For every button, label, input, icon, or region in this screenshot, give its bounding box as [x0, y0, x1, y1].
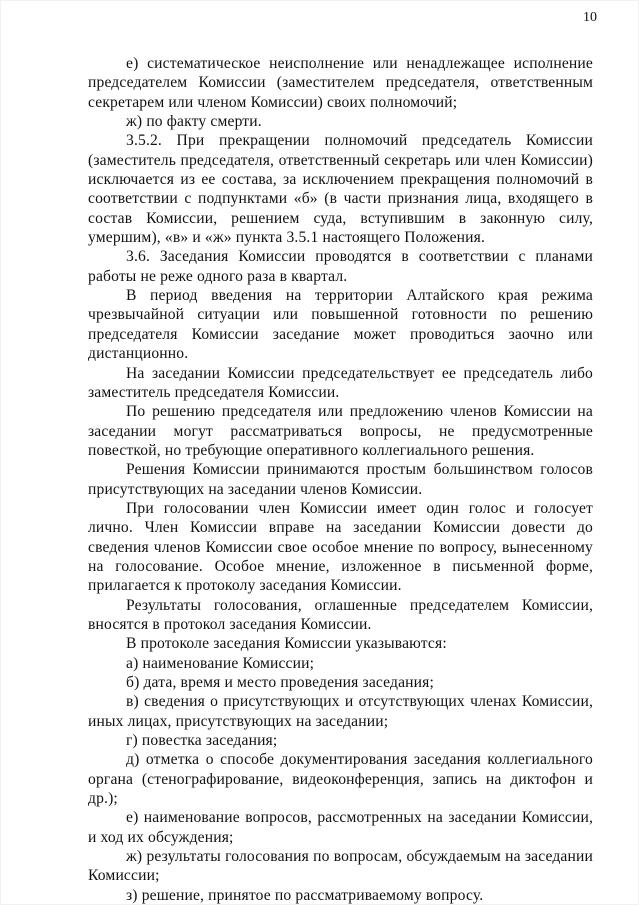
paragraph-protocol-intro: В протоколе заседания Комиссии указываются: [126, 635, 447, 653]
paragraph-item-zh-death: ж) по факту смерти. [126, 113, 262, 131]
paragraph-item-e-nonperformance: е) систематическое неисполнение или ненадлежащее исполнение председателем Комиссии (заместителем председателя, ответственным секретарем или членом Комиссии) своих полномочий; [88, 55, 593, 111]
paragraph-decisions: Решения Комиссии принимаются простым большинством голосов присутствующих на заседании членов Комиссии. [88, 461, 593, 498]
paragraph-voting-results: Результаты голосования, оглашенные председателем Комиссии, вносятся в протокол заседания Комиссии. [88, 596, 593, 633]
list-item-zh: ж) результаты голосования по вопросам, обсуждаемым на заседании Комиссии; [88, 848, 593, 885]
list-item-g: г) повестка заседания; [126, 732, 278, 750]
list-item-e: е) наименование вопросов, рассмотренных на заседании Комиссии, и ход их обсуждения; [88, 809, 593, 846]
document-body [88, 54, 593, 905]
list-item-d: д) отметка о способе документирования заседания коллегиального органа (стенографирование, видеоконференция, запись на диктофон и др.); [88, 751, 593, 808]
list-item-z: з) решение, принятое по рассматриваемому вопросу. [126, 886, 484, 904]
paragraph-extra-questions: По решению председателя или предложению членов Комиссии на заседании могут рассматриваться вопросы, не предусмотренные повесткой, но требующие оперативного коллегиального решения. [88, 403, 593, 459]
list-item-a: а) наименование Комиссии; [126, 654, 315, 672]
page-number: 10 [583, 10, 597, 25]
list-item-v: в) сведения о присутствующих и отсутствующих членах Комиссии, иных лицах, присутствующих на заседании; [88, 693, 593, 730]
paragraph-3-6: 3.6. Заседания Комиссии проводятся в соответствии с планами работы не реже одного раза в квартал. [88, 248, 593, 285]
paragraph-voting: При голосовании член Комиссии имеет один голос и голосует лично. Член Комиссии вправе на заседании Комиссии довести до сведения членов Комиссии свое особое мнение по вопросу, вынесенному на голосование. Особое мнение, изложенное в письменной форме, прилагается к протоколу заседания Комиссии. [88, 499, 593, 595]
list-item-b: б) дата, время и место проведения заседания; [126, 674, 434, 691]
paragraph-emergency-mode: В период введения на территории Алтайского края режима чрезвычайной ситуации или повышенной готовности по решению председателя Комиссии заседание может проводиться заочно или дистанционно. [88, 287, 593, 363]
paragraph-3-5-2: 3.5.2. При прекращении полномочий председатель Комиссии (заместитель председателя, ответственный секретарь или член Комиссии) исключается из ее состава, за исключением прекращения полномочий в соответствии с подпунктами «б» (в части признания лица, входящего в состав Комиссии, решением суда, вступившим в законную силу, умершим), «в» и «ж» пункта 3.5.1 настоящего Положения. [88, 132, 593, 247]
paragraph-chairing: На заседании Комиссии председательствует ее председатель либо заместитель председателя Комиссии. [88, 364, 593, 401]
